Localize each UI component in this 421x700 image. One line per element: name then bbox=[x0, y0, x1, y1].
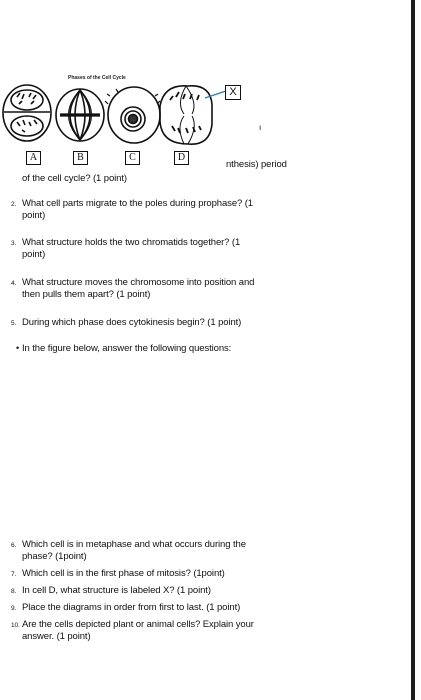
label-a: A bbox=[26, 151, 41, 165]
label-b: B bbox=[73, 151, 88, 165]
fragment-tick: ı bbox=[259, 123, 262, 132]
question-8: 8. In cell D, what structure is labeled X? (1 point) bbox=[11, 585, 211, 596]
cell-b-drawing bbox=[56, 89, 104, 141]
question-3: 3. What structure holds the two chromatids together? (1 point) bbox=[11, 237, 241, 260]
question-10: 10. Are the cells depicted plant or animal cells? Explain your answer. (1 point) bbox=[11, 619, 254, 642]
right-margin bbox=[415, 0, 421, 700]
label-x: X bbox=[225, 85, 241, 100]
figure-title: Phases of the Cell Cycle bbox=[68, 75, 126, 81]
question-fragment-tail: nthesis) period bbox=[226, 159, 287, 170]
question-1-continuation: of the cell cycle? (1 point) bbox=[22, 173, 127, 184]
cell-a-drawing bbox=[3, 85, 51, 141]
question-6: 6. Which cell is in metaphase and what occurs during the phase? (1point) bbox=[11, 539, 246, 562]
question-5: 5. During which phase does cytokinesis begin? (1 point) bbox=[11, 317, 242, 328]
question-9: 9. Place the diagrams in order from first to last. (1 point) bbox=[11, 602, 241, 613]
label-c: C bbox=[125, 151, 140, 165]
cell-c-drawing bbox=[105, 87, 160, 143]
question-2: 2. What cell parts migrate to the poles during prophase? (1 point) bbox=[11, 198, 253, 221]
cell-d-drawing bbox=[160, 86, 226, 144]
label-d: D bbox=[174, 151, 189, 165]
question-7: 7. Which cell is in the first phase of mitosis? (1point) bbox=[11, 568, 225, 579]
question-4: 4. What structure moves the chromosome into position and then pulls them apart? (1 point) bbox=[11, 277, 255, 300]
instruction-line: • In the figure below, answer the following questions: bbox=[16, 343, 232, 354]
